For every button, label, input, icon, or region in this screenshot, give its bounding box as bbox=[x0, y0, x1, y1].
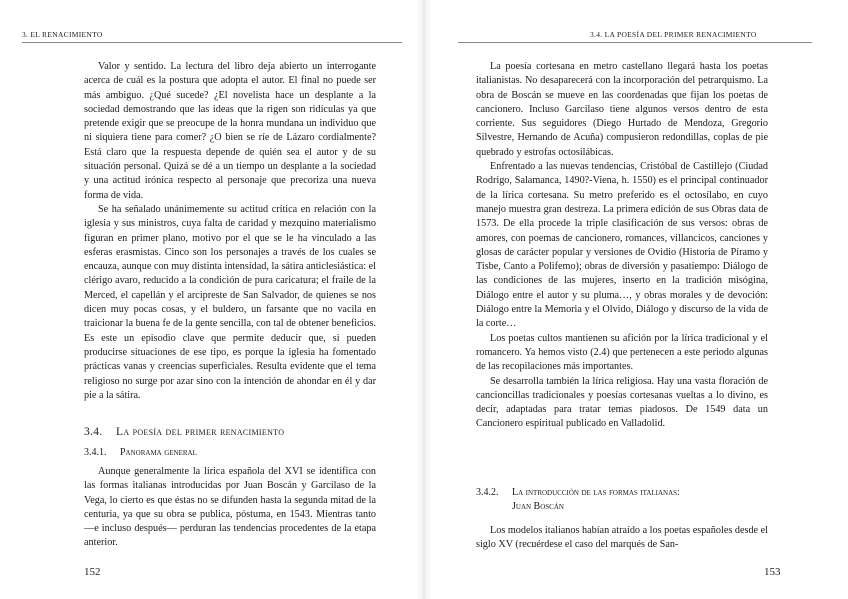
right-sub-text bbox=[476, 524, 768, 553]
header-rule-left bbox=[22, 42, 402, 43]
paragraph: Valor y sentido. La lectura del libro deja abierto un interrogante acerca de cuál es la postura que adopta el autor. El final no puede ser más ambiguo. ¿Qué sucede? ¿El novelista hace un desplante a la sociedad demostrando que las ideas que la rigen son ridículas ya que pretende exigir que se preocupe de la honra mundana un individuo que ni siquiera tiene para comer? ¿O bien se ríe de Lázaro cordialmente? Está claro que la respuesta depende de quién sea el autor y de su situación personal. Quizá se dé a un tiempo un desplante a la sociedad y una actitud irónica respecto al personaje que precoriza una nueva forma de vida. bbox=[84, 61, 376, 201]
subsection-number: 3.4.2. bbox=[476, 487, 499, 498]
subsection-title-line2: Juan Boscán bbox=[512, 501, 564, 512]
header-rule-right bbox=[458, 42, 812, 43]
left-sub-text bbox=[84, 465, 376, 551]
section-number: 3.4. bbox=[84, 426, 103, 438]
page-number-left: 152 bbox=[84, 566, 101, 578]
paragraph: Se desarrolla también la lírica religiosa. Hay una vasta floración de cancioncillas tradicionales y poesías cortesanas vueltas a lo divino, es decir, adaptadas para tratar temas piadosos. De 1549 data un Cancionero espiritual publicado en Valladolid. bbox=[476, 375, 768, 430]
right-body-text bbox=[476, 60, 768, 432]
paragraph: Los modelos italianos habían atraído a los poetas españoles desde el siglo XV (recuérdese el caso del marqués de San- bbox=[476, 525, 768, 551]
subsection-heading bbox=[84, 447, 197, 458]
subsection-heading-right bbox=[476, 487, 680, 498]
paragraph: Los poetas cultos mantienen su afición por la lírica tradicional y el romancero. Ya hemos visto (2.4) que pertenecen a este periodo algunas de las recopilaciones más importantes. bbox=[476, 332, 768, 373]
subsection-title: Panorama general bbox=[120, 447, 197, 458]
subsection-heading-right-line2 bbox=[512, 501, 564, 512]
right-page bbox=[424, 0, 848, 599]
section-title: La poesía del primer renacimiento bbox=[116, 426, 285, 438]
paragraph: Aunque generalmente la lírica española del XVI se identifica con las formas italianas introducidas por Juan Boscán y Garcilaso de la Vega, lo cierto es que éstas no se difunden hasta la segunda mitad de la centuria, ya que su obra se publica, póstuma, en 1543. Mientras tanto —e incluso después— perduran las tendencias procedentes de la etapa anterior. bbox=[84, 466, 376, 549]
subsection-number: 3.4.1. bbox=[84, 447, 107, 458]
paragraph: Enfrentado a las nuevas tendencias, Cristóbal de Castillejo (Ciudad Rodrigo, Salamanca, 1490?-Viena, h. 1550) es el principal continuador de la lírica cortesana. Su metro preferido es el octosílabo, en cuyo manejo muestra gran destreza. La primera edición de sus Obras data de 1573. De ella procede la triple clasificación de sus versos: obras de amores, con poemas de cancionero, romances, villancicos, canciones y glosas de carácter popular y versiones de Ovidio (Historia de Píramo y Tisbe, Canto a Polifemo); obras de diversión y pasatiempo: Diálogo de las condiciones de las mujeres, inserto en la tradición misógina, Diálogo entre el autor y su pluma…, y obras morales y de devoción: Diálogo entre la Memoria y el Olvido, Diálogo y discurso de la vida de la corte… bbox=[476, 161, 768, 330]
running-head-left: 3. EL RENACIMIENTO bbox=[22, 30, 103, 39]
running-head-right: 3.4. LA POESÍA DEL PRIMER RENACIMIENTO bbox=[590, 30, 757, 39]
paragraph: Se ha señalado unánimemente su actitud crítica en relación con la iglesia y sus ministros, cuya falta de caridad y mezquino materialismo figuran en primer plano, motivo por el que se le ha vinculado a las esferas erasmistas. Cinco son los personajes a través de los cuales se encauza, aunque con muy distinta intensidad, la sátira anticlesiástica: el clérigo avaro, reducido a la condición de pura caricatura; el fraile de la Merced, el capellán y el arcipreste de San Salvador, de quienes se nos dicen muy pocas cosas, y el buldero, un farsante que no vacila en traicionar la buena fe de la gente sencilla, con tal de obtener beneficios. Es este un episodio clave que permite deducir que, si pueden producirse situaciones de ese tipo, es porque la iglesia ha fomentado prácticas vanas y creencias superficiales. Resulta evidente que el tema religioso no surge por azar sino con la intención de ahondar en él y dar pie a la sátira. bbox=[84, 203, 376, 401]
page-number-right: 153 bbox=[764, 566, 781, 578]
subsection-title-line1: La introducción de las formas italianas: bbox=[512, 487, 680, 498]
section-heading bbox=[84, 426, 284, 438]
left-body-text bbox=[84, 60, 376, 403]
paragraph: La poesía cortesana en metro castellano llegará hasta los poetas italianistas. No desaparecerá con la incorporación del petrarquismo. La obra de Boscán se mueve en las coordenadas que fijan los poetas de cancionero. Incluso Garcilaso tiene algunos versos dentro de esta corriente. Sus seguidores (Diego Hurtado de Mendoza, Gregorio Silvestre, Hernando de Acuña) compusieron redondillas, coplas de pie quebrado y estrofas octosilábicas. bbox=[476, 61, 768, 158]
